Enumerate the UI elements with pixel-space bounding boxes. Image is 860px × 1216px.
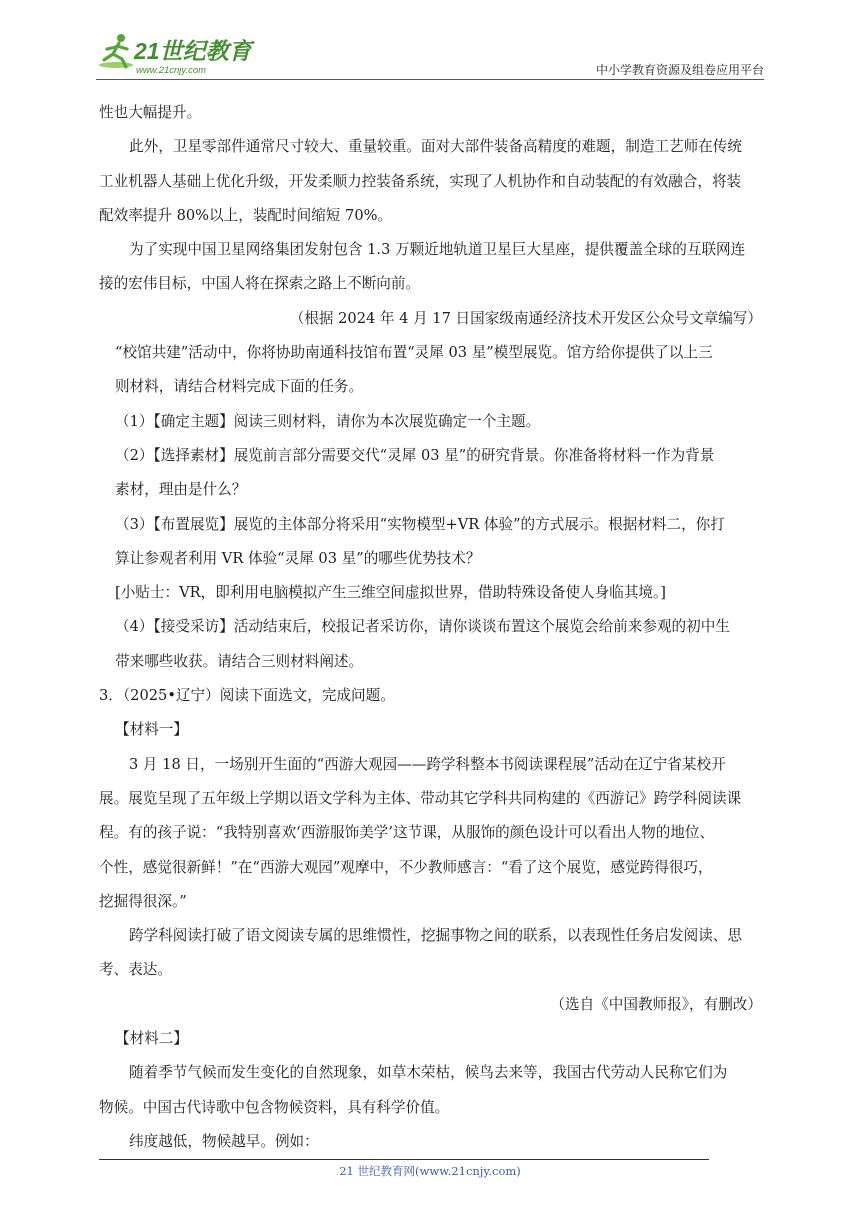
text-line: 性也大幅提升。 xyxy=(99,104,202,121)
text-line: 工业机器人基础上优化升级，开发柔顺力控装备系统，实现了人机协作和自动装配的有效融合，将装 xyxy=(99,172,742,190)
footer-text: 21 世纪教育网(www.21cnjy.com) xyxy=(339,1164,521,1178)
text-line: 物候。中国古代诗歌中包含物候资料，具有科学价值。 xyxy=(99,1098,450,1116)
text-line: 则材料，请结合材料完成下面的任务。 xyxy=(115,378,364,396)
material-heading: 【材料一】 xyxy=(115,721,188,739)
text-line: 此外，卫星零部件通常尺寸较大、重量较重。面对大部件装备高精度的难题，制造工艺师在传统 xyxy=(129,138,742,156)
material-heading: 【材料二】 xyxy=(115,1030,188,1048)
document-body xyxy=(99,96,764,1159)
text-line: 算让参观者利用 VR 体验“灵犀 03 星”的哪些优势技术？ xyxy=(115,549,481,567)
question-heading: 3．（2025•辽宁）阅读下面选文，完成问题。 xyxy=(99,687,395,705)
source-citation: （根据 2024 年 4 月 17 日国家级南通经济技术开发区公众号文章编写） xyxy=(289,309,762,327)
page-header xyxy=(96,30,764,80)
task-intro: “校馆共建”活动中，你将协助南通科技馆布置“灵犀 03 星”模型展览。馆方给你提供了以上三 xyxy=(115,344,713,362)
text-line: 带来哪些收获。请结合三则材料阐述。 xyxy=(115,652,364,670)
text-line: 挖掘得很深。” xyxy=(99,892,187,910)
logo-icon xyxy=(96,32,276,78)
tip-note: [小贴士：VR，即利用电脑模拟产生三维空间虚拟世界，借助特殊设备使人身临其境。] xyxy=(115,584,666,602)
task-item: （2）【选择素材】展览前言部分需要交代“灵犀 03 星”的研究背景。你准备将材料一作为背景 xyxy=(115,446,715,464)
logo-url: www.21cnjy.com xyxy=(136,65,207,76)
header-divider xyxy=(96,79,764,80)
logo-text: 21世纪教育 xyxy=(134,38,252,64)
task-item: （1）【确定主题】阅读三则材料，请你为本次展览确定一个主题。 xyxy=(115,412,541,430)
source-citation: （选自《中国教师报》，有删改） xyxy=(550,995,762,1013)
text-line: 3 月 18 日，一场别开生面的“西游大观园——跨学科整本书阅读课程展”活动在辽宁省某校开 xyxy=(129,755,726,773)
text-line: 接的宏伟目标，中国人将在探索之路上不断向前。 xyxy=(99,275,421,293)
text-line: 素材，理由是什么？ xyxy=(115,481,247,499)
task-item: （4）【接受采访】活动结束后，校报记者采访你，请你谈谈布置这个展览会给前来参观的初中生 xyxy=(115,618,730,636)
text-line: 展。展览呈现了五年级上学期以语文学科为主体、带动其它学科共同构建的《西游记》跨学科阅读课 xyxy=(99,789,742,807)
footer-divider xyxy=(99,1159,709,1160)
text-line: 跨学科阅读打破了语文阅读专属的思维惯性，挖掘事物之间的联系，以表现性任务启发阅读、思 xyxy=(129,927,742,945)
site-tagline: 中小学教育资源及组卷应用平台 xyxy=(595,63,764,77)
text-line: 为了实现中国卫星网络集团发射包含 1.3 万颗近地轨道卫星巨大星座，提供覆盖全球的互联网连 xyxy=(129,241,746,259)
text-line: 考、表达。 xyxy=(99,961,172,979)
task-item: （3）【布置展览】展览的主体部分将采用“实物模型+VR 体验”的方式展示。根据材料二，你打 xyxy=(115,515,725,533)
text-line: 纬度越低，物候越早。例如： xyxy=(129,1132,319,1150)
text-line: 配效率提升 80%以上，装配时间缩短 70%。 xyxy=(99,206,393,224)
text-line: 个性，感觉很新鲜！”在“西游大观园”观摩中，不少教师感言：“看了这个展览，感觉跨得很巧， xyxy=(99,858,713,876)
text-line: 随着季节气候而发生变化的自然现象，如草木荣枯，候鸟去来等，我国古代劳动人民称它们为 xyxy=(129,1064,728,1082)
text-line: 程。有的孩子说：“我特别喜欢‘西游服饰美学’这节课，从服饰的颜色设计可以看出人物的地位、 xyxy=(99,824,715,842)
